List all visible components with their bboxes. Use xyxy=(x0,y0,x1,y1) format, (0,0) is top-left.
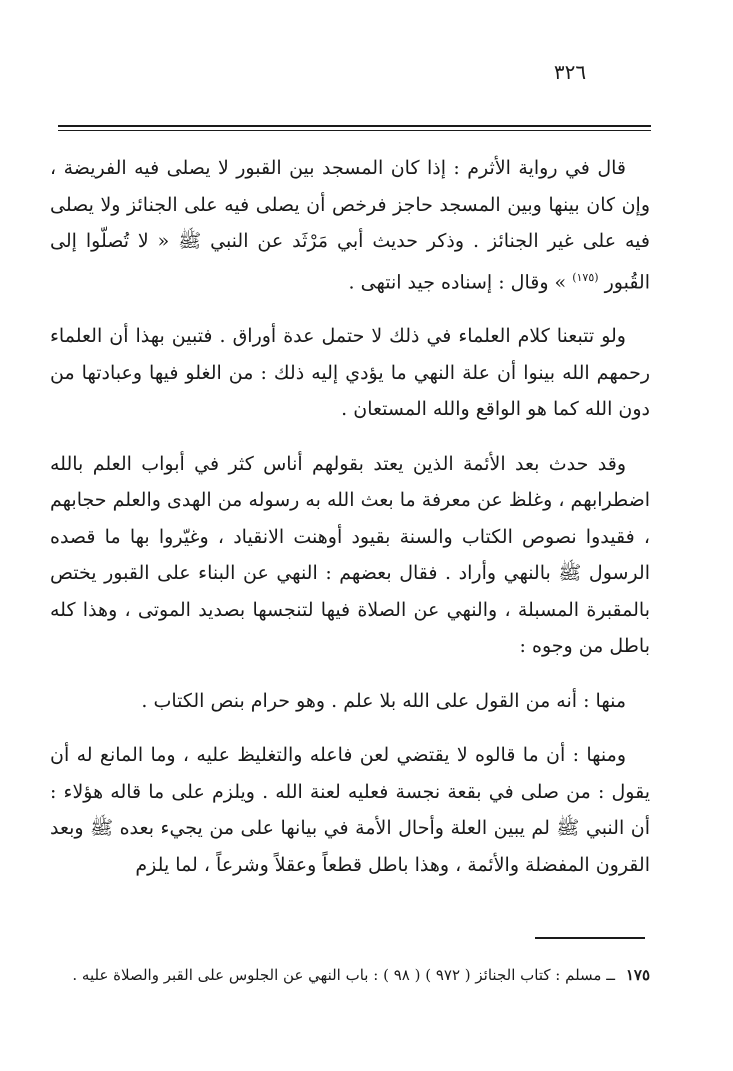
paragraph-4: منها : أنه من القول على الله بلا علم . وهو حرام بنص الكتاب . xyxy=(141,689,626,712)
footnote-dash: ــ xyxy=(606,966,616,984)
paragraph-1-line-3: يصلى فيه على غير الجنائز . وذكر حديث أبي مَرْثَد عن النبي ﷺ « لا تُصلّوا xyxy=(50,193,650,252)
paragraph-1-line-1: قال في رواية الأثرم : إذا كان المسجد بين القبور لا يصلى فيه الفريضة ، xyxy=(50,157,626,179)
footnote-text: مسلم : كتاب الجنائز ( ٩٧٢ ) ( ٩٨ ) : باب النهي عن الجلوس على القبر والصلاة عليه . xyxy=(72,966,602,984)
main-text xyxy=(50,150,650,901)
footnote xyxy=(50,958,650,992)
paragraph-1-line-5: » وقال : إسناده جيد انتهى . xyxy=(348,270,567,293)
page-number: ٣٢٦ xyxy=(553,60,587,84)
paragraph-5: ومنها : أن ما قالوه لا يقتضي لعن فاعله والتغليظ عليه ، وما المانع له أن يقول : من صلى في بقعة نجسة فعليه لعنة الله . ويلزم على ما قاله هؤلاء : أن النبي ﷺ لم يبين العلة وأحال الأمة في بيانها على من يجيء بعده ﷺ وبعد القرون المفضلة والأئمة ، وهذا باطل قطعاً وعقلاً وشرعاً ، لما يلزم xyxy=(50,744,650,876)
header-rule-thick xyxy=(58,125,651,127)
footnote-reference: (١٧٥) xyxy=(572,270,599,284)
header-rule-thin xyxy=(58,130,651,131)
paragraph-1 xyxy=(50,150,650,300)
paragraph-1-line-4: إلى القُبور xyxy=(50,230,650,293)
paragraph-3: وقد حدث بعد الأئمة الذين يعتد بقولهم أناس كثر في أبواب العلم بالله اضطرابهم ، وغلظ عن معرفة ما بعث الله به رسوله من الهدى والعلم حجابهم ، فقيدوا نصوص الكتاب والسنة بقيود أوهنت الانقياد ، وغيّروا بها ما قصده الرسول ﷺ بالنهي وأراد . فقال بعضهم : النهي عن البناء على القبور يختص بالمقبرة المسبلة ، والنهي عن الصلاة فيها لتنجسها بصديد الموتى ، وهذا كله باطل من وجوه : xyxy=(50,452,650,658)
footnote-number: ١٧٥ xyxy=(625,966,650,984)
paragraph-1-line-2: وإن كان بينها وبين المسجد حاجز فرخص أن يصلى فيه على الجنائز ولا xyxy=(100,193,650,216)
footnote-separator xyxy=(535,937,645,939)
paragraph-2: ولو تتبعنا كلام العلماء في ذلك لا حتمل عدة أوراق . فتبين بهذا أن العلماء رحمهم الله بينوا أن علة النهي ما يؤدي إليه ذلك : من الغلو فيها وعبادتها من دون الله كما هو الواقع والله المستعان . xyxy=(50,325,650,421)
